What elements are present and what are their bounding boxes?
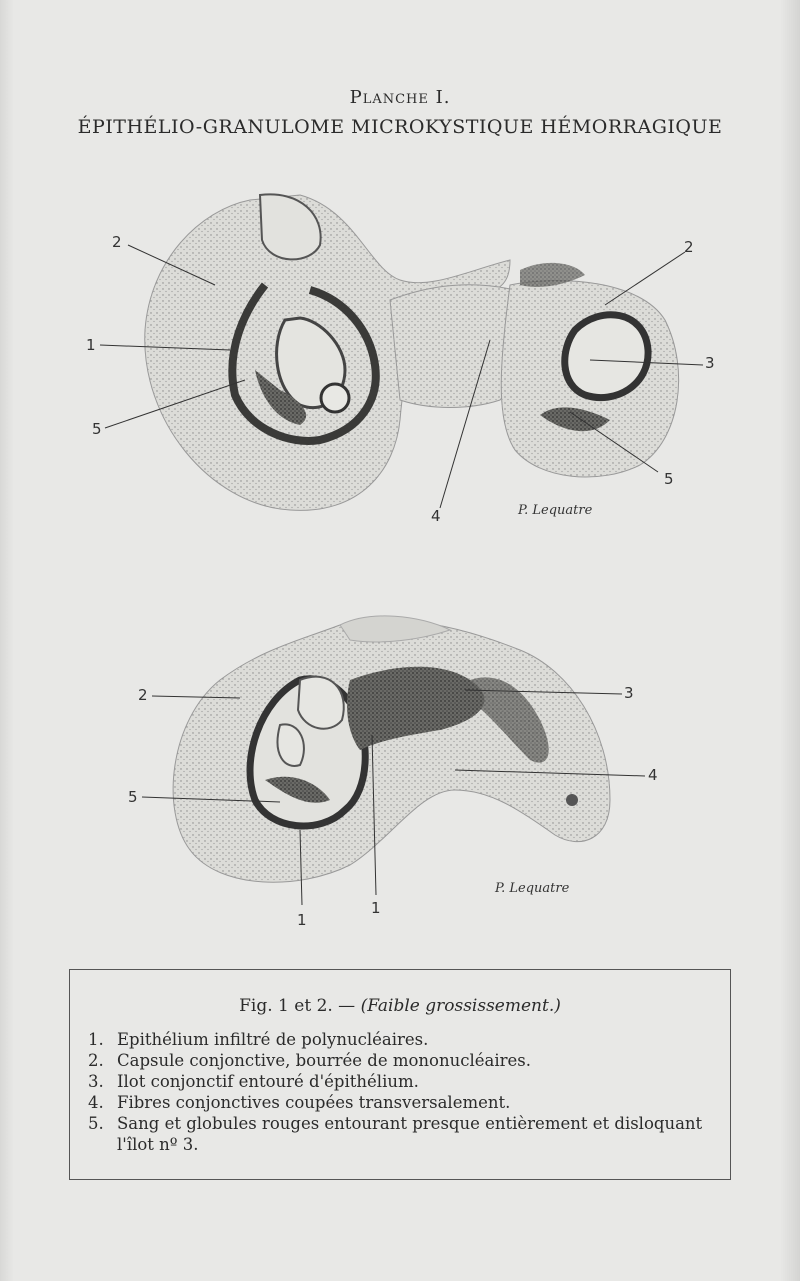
legend-item-text: Epithélium infiltré de polynucléaires. xyxy=(117,1030,429,1049)
figure-1-bridge-tissue xyxy=(390,285,520,408)
figure-1-illustration xyxy=(0,170,800,530)
legend-box xyxy=(69,969,731,1180)
figure-2-dot xyxy=(566,794,578,806)
figure-2-label-3: 3 xyxy=(624,684,634,702)
figure-1-label-2-left: 2 xyxy=(112,233,122,251)
plate-title: ÉPITHÉLIO-GRANULOME MICROKYSTIQUE HÉMORRAGIQUE xyxy=(77,116,723,138)
legend-item xyxy=(88,1092,718,1113)
figure-2-illustration xyxy=(0,600,800,940)
figure-2-label-1-right: 1 xyxy=(371,899,381,917)
figure-1-cyst-left xyxy=(321,384,349,412)
figure-2-signature: P. Lequatre xyxy=(495,881,570,896)
legend-item-number: 4. xyxy=(88,1093,104,1112)
figure-1-label-5-right: 5 xyxy=(664,470,674,488)
legend-item-text: Capsule conjonctive, bourrée de mononucléaires. xyxy=(117,1051,532,1070)
figure-1-label-2-right: 2 xyxy=(684,238,694,256)
legend-item xyxy=(88,1050,718,1071)
legend-item-number: 2. xyxy=(88,1051,104,1070)
figure-2-label-1-left: 1 xyxy=(297,911,307,929)
figure-1-label-3: 3 xyxy=(705,354,715,372)
figure-1-label-4: 4 xyxy=(431,507,441,525)
figure-1-signature: P. Lequatre xyxy=(518,503,593,518)
figure-2-label-4: 4 xyxy=(648,766,658,784)
legend-item xyxy=(88,1071,718,1092)
figure-1-epithelium-right xyxy=(565,315,648,398)
legend-item-number: 5. xyxy=(88,1114,104,1133)
plate-number: Planche I. xyxy=(349,87,451,108)
figure-1-label-5-left: 5 xyxy=(92,420,102,438)
figure-2-label-5: 5 xyxy=(128,788,138,806)
legend-item-text: Ilot conjonctif entouré d'épithélium. xyxy=(117,1072,419,1091)
legend-item xyxy=(88,1113,718,1155)
legend-item-text: Sang et globules rouges entourant presque entièrement et disloquant l'îlot nº 3. xyxy=(117,1114,703,1154)
legend-item-number: 3. xyxy=(88,1072,104,1091)
legend-heading-prefix: Fig. 1 et 2. — xyxy=(239,996,356,1016)
legend-heading xyxy=(70,996,730,1016)
legend-item-number: 1. xyxy=(88,1030,104,1049)
legend-item xyxy=(88,1029,718,1050)
figure-1-label-1: 1 xyxy=(86,336,96,354)
legend-heading-italic: (Faible grossissement.) xyxy=(360,996,561,1016)
legend-list xyxy=(88,1029,718,1155)
legend-item-text: Fibres conjonctives coupées transversalement. xyxy=(117,1093,511,1112)
figure-2-label-2: 2 xyxy=(138,686,148,704)
